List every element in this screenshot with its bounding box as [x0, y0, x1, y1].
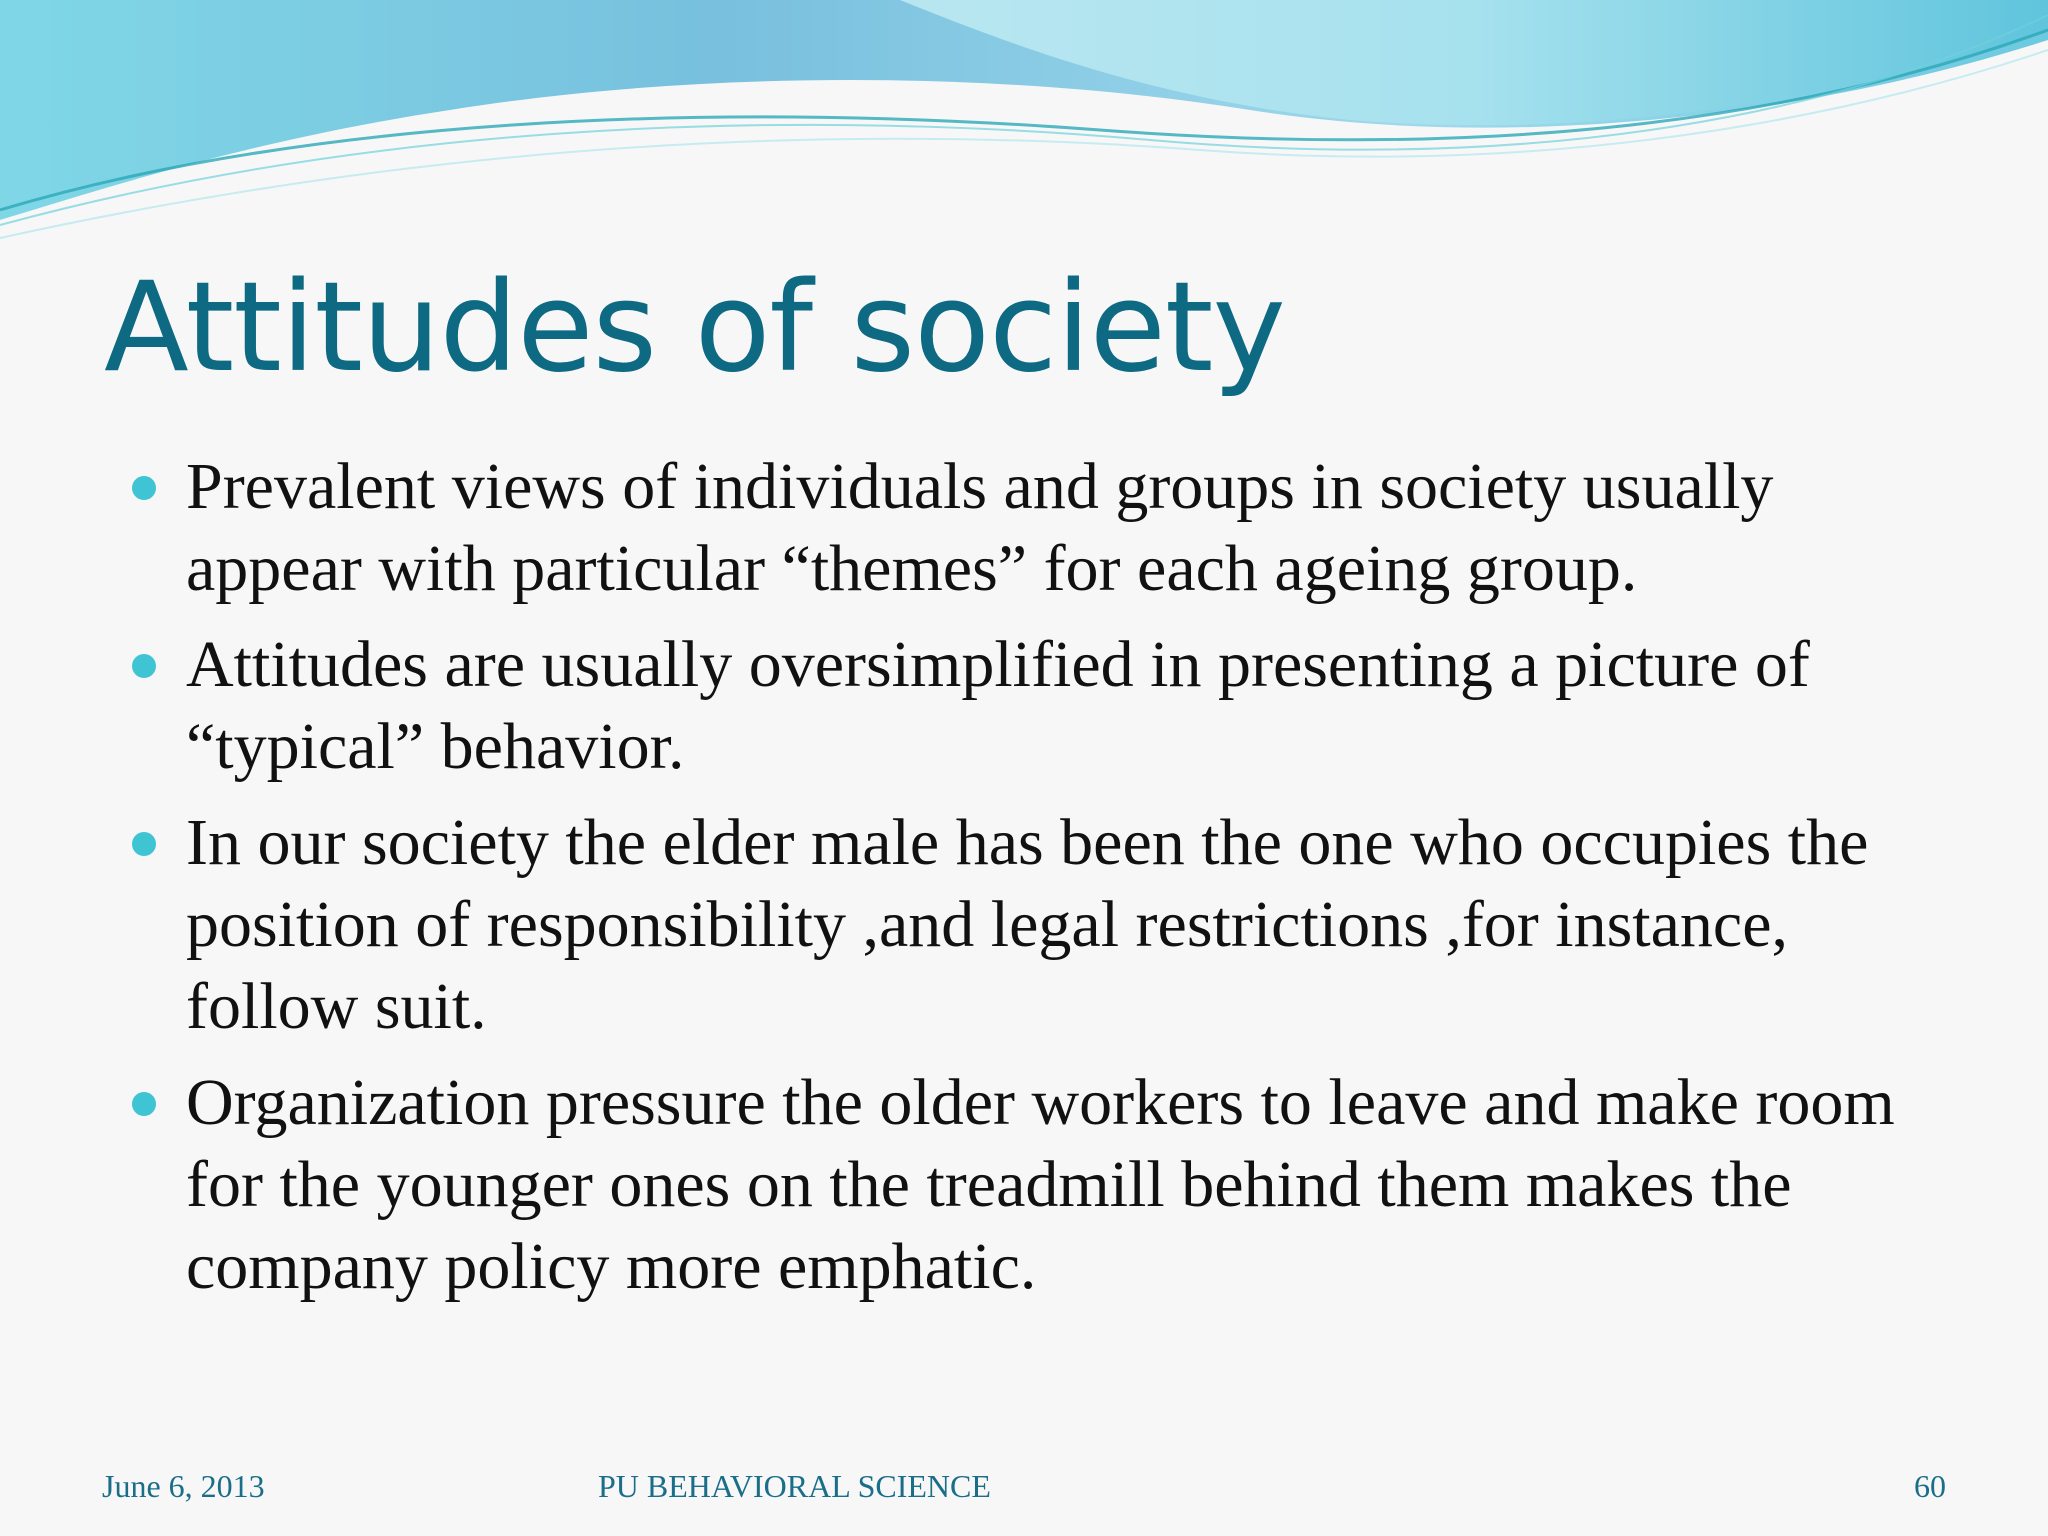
bullet-text: Prevalent views of individuals and groups in society usually appear with particular “themes” for each ageing group.: [186, 450, 1774, 605]
bullet-item: [130, 1062, 1960, 1308]
slide-title: Attitudes of society: [104, 256, 1285, 400]
slide-number: 60: [1914, 1468, 1946, 1504]
bullet-dot-icon: [132, 1092, 156, 1116]
bullet-dot-icon: [132, 654, 156, 678]
bullet-text: Attitudes are usually oversimplified in presenting a picture of “typical” behavior.: [186, 628, 1810, 783]
bullet-dot-icon: [132, 476, 156, 500]
bullet-item: [130, 446, 1960, 610]
footer-date: June 6, 2013: [102, 1468, 265, 1504]
bullet-list: [130, 446, 1960, 1322]
bullet-text: In our society the elder male has been the one who occupies the position of responsibility ,and legal restrictions ,for instance, follow suit.: [186, 806, 1869, 1043]
bullet-text: Organization pressure the older workers to leave and make room for the younger ones on the treadmill behind them makes the company policy more emphatic.: [186, 1066, 1895, 1303]
bullet-item: [130, 624, 1960, 788]
header-wave-decoration: [0, 0, 2048, 240]
footer-center-text: PU BEHAVIORAL SCIENCE: [598, 1468, 991, 1504]
bullet-dot-icon: [132, 832, 156, 856]
bullet-item: [130, 802, 1960, 1048]
